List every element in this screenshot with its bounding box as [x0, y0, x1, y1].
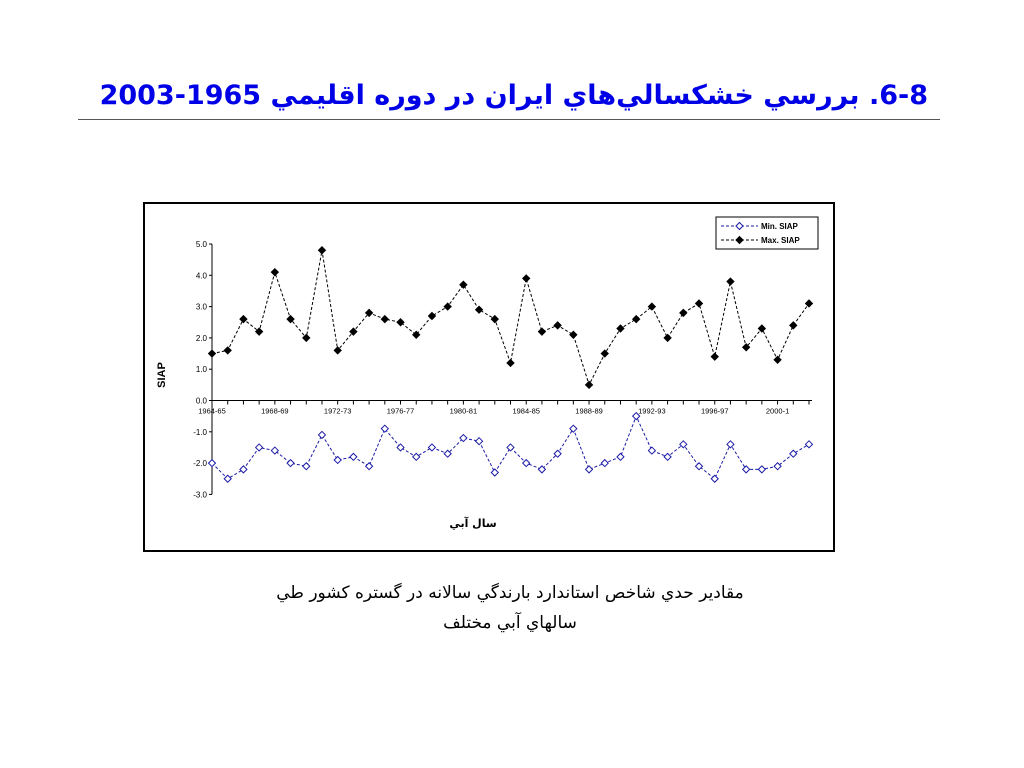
data-point-max	[758, 325, 765, 332]
data-point-max	[727, 278, 734, 285]
siap-chart	[145, 204, 833, 550]
data-point-max	[586, 381, 593, 388]
y-tick-label: 5.0	[195, 240, 207, 249]
data-point-max	[774, 356, 781, 363]
data-point-max	[224, 347, 231, 354]
caption-line-2: سالهاي آبي مختلف	[443, 613, 577, 633]
data-point-max	[271, 269, 278, 276]
chart-legend	[716, 217, 818, 249]
data-point-max	[318, 247, 325, 254]
data-point-max	[428, 312, 435, 319]
data-point-max	[680, 309, 687, 316]
x-tick-label: 1976-77	[386, 406, 415, 416]
y-axis-label: SIAP	[156, 362, 168, 388]
x-tick-label: 1984-85	[512, 406, 540, 416]
x-tick-label: 1992-93	[638, 406, 666, 416]
data-point-max	[696, 300, 703, 307]
y-tick-label: -2.0	[193, 459, 207, 469]
x-tick-label: 1964-65	[198, 406, 226, 416]
data-point-min	[428, 444, 435, 451]
chart-caption	[150, 578, 870, 638]
data-point-min	[209, 460, 216, 467]
data-point-max	[790, 322, 797, 329]
data-point-min	[601, 460, 608, 467]
data-point-min	[240, 466, 247, 473]
data-point-min	[664, 453, 671, 460]
data-point-max	[523, 275, 530, 282]
slide-title: 6-8. بررسي خشکسالي‌هاي ايران در دوره اقليمي 1965-2003	[99, 80, 928, 111]
y-tick-label: 2.0	[195, 333, 207, 343]
data-point-min	[366, 463, 373, 470]
data-point-min	[790, 450, 797, 457]
caption-line-1: مقادير حدي شاخص استاندارد بارندگي سالانه در گستره کشور طي	[276, 583, 744, 603]
data-point-min	[413, 453, 420, 460]
y-tick-label: 0.0	[195, 396, 207, 406]
data-point-min	[758, 466, 765, 473]
data-point-min	[806, 441, 813, 448]
data-point-max	[476, 306, 483, 313]
data-point-max	[633, 316, 640, 323]
data-point-min	[350, 453, 357, 460]
data-point-min	[256, 444, 263, 451]
data-point-min	[303, 463, 310, 470]
data-point-max	[507, 359, 514, 366]
data-point-max	[444, 303, 451, 310]
data-point-min	[523, 460, 530, 467]
data-point-min	[586, 466, 593, 473]
data-point-max	[554, 322, 561, 329]
y-tick-label: -3.0	[193, 490, 207, 500]
data-point-max	[664, 334, 671, 341]
data-point-max	[303, 334, 310, 341]
data-point-max	[601, 350, 608, 357]
data-point-max	[381, 316, 388, 323]
data-point-max	[617, 325, 624, 332]
y-tick-label: -1.0	[193, 427, 207, 437]
data-point-max	[209, 350, 216, 357]
data-point-min	[570, 425, 577, 432]
y-tick-label: 3.0	[195, 302, 207, 312]
title-divider	[78, 119, 940, 120]
x-tick-label: 1980-81	[449, 406, 478, 416]
x-tick-label: 2000-1	[765, 406, 790, 416]
data-point-min	[507, 444, 514, 451]
y-tick-label: 1.0	[195, 365, 207, 375]
x-tick-label: 1996-97	[700, 406, 729, 416]
x-tick-label: 1972-73	[323, 406, 352, 416]
x-tick-label: 1968-69	[261, 406, 289, 416]
legend-min-label: Min. SIAP	[761, 222, 798, 231]
series-markers	[209, 247, 813, 482]
chart-axes	[193, 240, 812, 499]
data-point-max	[538, 328, 545, 335]
data-point-min	[617, 453, 624, 460]
data-point-max	[240, 316, 247, 323]
data-point-min	[743, 466, 750, 473]
chart-frame	[143, 202, 835, 552]
data-point-min	[491, 469, 498, 476]
x-tick-label: 1988-89	[575, 406, 603, 416]
x-axis-label: سال آبي	[449, 517, 497, 530]
data-point-max	[711, 353, 718, 360]
data-point-min	[318, 431, 325, 438]
data-point-max	[806, 300, 813, 307]
data-point-min	[334, 456, 341, 463]
data-point-min	[727, 441, 734, 448]
data-point-min	[648, 447, 655, 454]
data-point-min	[476, 438, 483, 445]
y-tick-label: 4.0	[195, 271, 207, 281]
data-point-max	[570, 331, 577, 338]
data-point-max	[460, 281, 467, 288]
legend-max-label: Max. SIAP	[761, 236, 800, 245]
data-point-max	[491, 316, 498, 323]
data-point-min	[224, 475, 231, 482]
